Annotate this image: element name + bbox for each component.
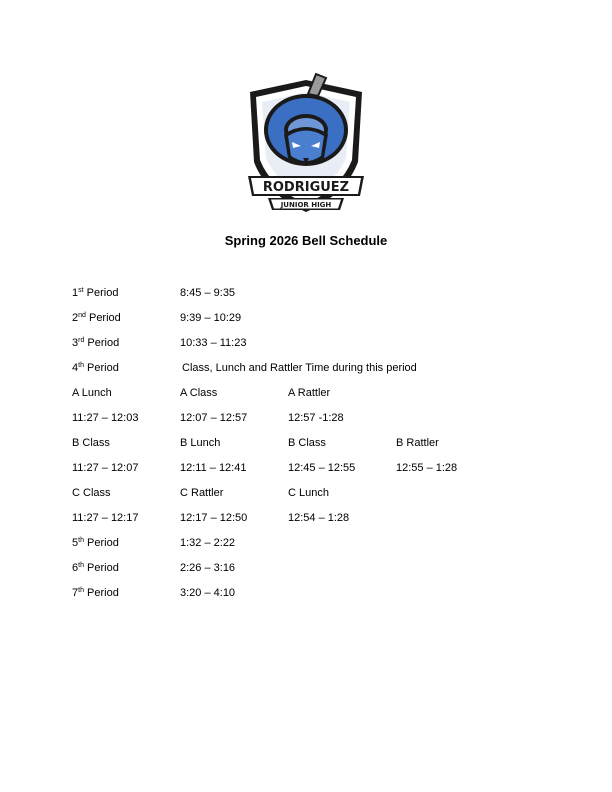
lunch-schedule-cell: 11:27 – 12:07 — [72, 462, 139, 474]
lunch-schedule-cell: A Lunch — [72, 387, 112, 399]
period-ordinal-suffix: th — [78, 537, 84, 544]
period-word: Period — [83, 537, 119, 549]
period-ordinal-suffix: rd — [78, 337, 85, 344]
lunch-schedule-cell: 12:11 – 12:41 — [180, 462, 247, 474]
page-title: Spring 2026 Bell Schedule — [224, 233, 388, 248]
period-word: Period — [85, 312, 121, 324]
period-time: 9:39 – 10:29 — [180, 312, 242, 324]
school-logo — [246, 72, 366, 220]
period-number: 7 — [72, 587, 79, 599]
period-ordinal-suffix: th — [78, 587, 84, 594]
period-label — [72, 285, 118, 301]
lunch-schedule-cell: B Class — [288, 437, 326, 449]
period-time: 3:20 – 4:10 — [180, 587, 236, 599]
period-word: Period — [83, 362, 119, 374]
period-number: 1 — [72, 287, 79, 299]
period-word: Period — [83, 287, 119, 299]
period-label — [72, 560, 119, 576]
period-label — [72, 335, 119, 351]
period-time: 10:33 – 11:23 — [180, 337, 247, 349]
period-time: 1:32 – 2:22 — [180, 537, 236, 549]
lunch-schedule-cell: 12:45 – 12:55 — [288, 462, 356, 474]
lunch-schedule-cell: 12:17 – 12:50 — [180, 512, 248, 524]
period-number: 4 — [72, 362, 79, 374]
lunch-schedule-cell: B Class — [72, 437, 110, 449]
period-word: Period — [83, 562, 119, 574]
lunch-schedule-cell: 12:57 -1:28 — [288, 412, 344, 424]
lunch-schedule-cell: 12:54 – 1:28 — [288, 512, 350, 524]
period-number: 5 — [72, 537, 79, 549]
period-word: Period — [84, 337, 120, 349]
lunch-schedule-cell: A Rattler — [288, 387, 331, 399]
period-word: Period — [83, 587, 119, 599]
lunch-schedule-cell: C Rattler — [180, 487, 224, 499]
lunch-schedule-cell: C Class — [72, 487, 111, 499]
period-label — [72, 360, 119, 376]
period-note: Class, Lunch and Rattler Time during this period — [182, 362, 417, 374]
period-ordinal-suffix: th — [78, 562, 84, 569]
lunch-schedule-cell: 11:27 – 12:17 — [72, 512, 139, 524]
period-label — [72, 310, 121, 326]
lunch-schedule-cell: 12:55 – 1:28 — [396, 462, 458, 474]
period-ordinal-suffix: st — [78, 287, 84, 294]
period-ordinal-suffix: nd — [78, 312, 86, 319]
lunch-schedule-cell: B Lunch — [180, 437, 221, 449]
lunch-schedule-cell: 12:07 – 12:57 — [180, 412, 248, 424]
period-number: 2 — [72, 312, 79, 324]
period-ordinal-suffix: th — [78, 362, 84, 369]
period-time: 8:45 – 9:35 — [180, 287, 236, 299]
logo-subtitle-text: JUNIOR HIGH — [280, 201, 332, 209]
lunch-schedule-cell: B Rattler — [396, 437, 439, 449]
period-label — [72, 585, 119, 601]
lunch-schedule-cell: A Class — [180, 387, 218, 399]
lunch-schedule-cell: C Lunch — [288, 487, 329, 499]
period-label — [72, 535, 119, 551]
period-number: 6 — [72, 562, 79, 574]
period-time: 2:26 – 3:16 — [180, 562, 236, 574]
lunch-schedule-cell: 11:27 – 12:03 — [72, 412, 139, 424]
logo-name-text: RODRIGUEZ — [262, 180, 350, 195]
period-number: 3 — [72, 337, 79, 349]
